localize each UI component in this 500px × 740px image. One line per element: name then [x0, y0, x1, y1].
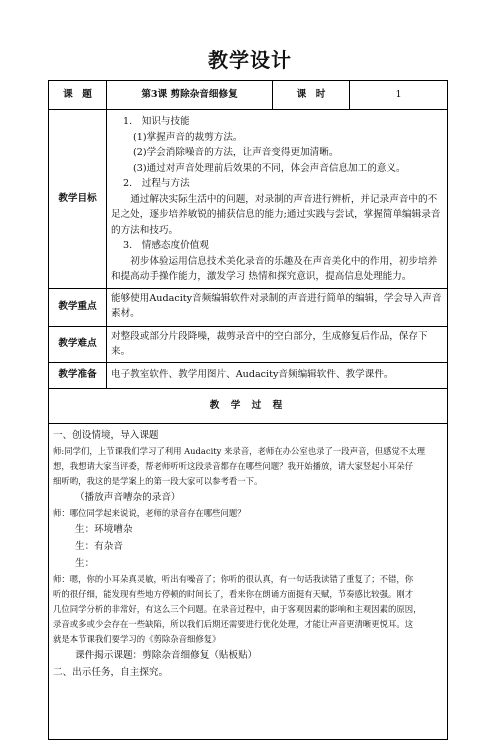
lesson-plan-table [48, 80, 448, 740]
objectives-label: 教学目标 [49, 110, 107, 289]
process-line: 细听哟，我这的是学案上的第一段大家可以参考看一下。 [53, 475, 263, 486]
document-title: 教学设计 [208, 48, 292, 72]
process-line: 生：有杂音 [75, 540, 123, 552]
process-line: 几位同学分析的非常好，有这么三个问题。在录音过程中，由于客观因素的影响和主观因素的原因， [53, 603, 422, 614]
process-line: 录音或多或少会存在一些缺陷，所以我们后期还需要进行优化处理，才能让声音更清晰更悦耳。这 [53, 618, 414, 629]
preparation-label: 教学准备 [49, 362, 107, 388]
process-line: 师：哪位同学起来说说，老师的录音存在哪些问题？ [53, 507, 246, 518]
objective-line: (1)掌握声音的裁剪方法。 [133, 131, 243, 143]
objective-line: 2. 过程与方法 [123, 178, 190, 189]
process-heading: 教 学 过 程 [49, 388, 448, 423]
hours-value: 1 [350, 81, 448, 110]
process-line: 生：环境嘈杂 [75, 523, 133, 535]
process-line: 就是本节课我们要学习的《剪除杂音细修复》 [53, 633, 221, 644]
key-points-text: 能够使用Audacity音频编辑软件对录制的声音进行简单的编辑，学会导入声音素材。 [107, 288, 448, 326]
preparation-row [49, 362, 448, 388]
objective-line: 3. 情感态度价值观 [123, 240, 209, 251]
objective-paragraph: 初步体验运用信息技术美化录音的乐趣及在声音美化中的作用，初步培养和提高动手操作能力，激发学习 热情和探究意识，提高信息处理能力。 [111, 255, 438, 282]
objective-line: (3)通过对声音处理前后效果的不同，体会声音信息加工的意义。 [133, 162, 406, 174]
preparation-text: 电子教室软件、教学用图片、Audacity音频编辑软件、教学课件。 [107, 362, 448, 388]
course-row [49, 81, 448, 110]
key-points-row [49, 288, 448, 326]
objective-line: (2)学会消除噪音的方法，让声音变得更加清晰。 [133, 147, 339, 158]
objective-line: 1. 知识与技能 [123, 116, 190, 127]
process-line: 想，我想请大家当评委，帮老师听听这段录音都存在哪些问题？我开始播放，请大家竖起小耳朵仔 [53, 460, 414, 471]
process-line: 生： [75, 557, 95, 569]
hours-label: 课 时 [273, 81, 350, 110]
objectives-row [49, 110, 448, 289]
process-row [49, 423, 448, 739]
process-line: 师：嗯，你的小耳朵真灵敏，听出有噪音了；你听的很认真，有一句话我读错了重复了；不错，你 [53, 573, 414, 584]
key-points-label: 教学重点 [49, 288, 107, 326]
process-line: 二、出示任务，自主探究。 [53, 666, 169, 678]
difficulties-text: 对整段或部分片段降噪，裁剪录音中的空白部分，生成修复后作品，保存下来。 [107, 326, 448, 362]
process-line: 听的很仔细，能发现有些地方停顿的时间长了，看来你在朗诵方面挺有天赋，节奏感比较强。刚才 [53, 588, 414, 599]
process-content [49, 423, 448, 739]
process-line: 师:同学们，上节课我们学习了利用 Audacity 来录音，老师在办公室也录了一段声音，但感觉不太理 [53, 445, 426, 456]
objective-paragraph: 通过解决实际生活中的问题，对录制的声音进行辨析，并记录声音中的不足之处，逐步培养敏锐的捕获信息的能力;通过实践与尝试，掌握简单编辑录音的方法和技巧。 [111, 193, 441, 236]
course-label: 课 题 [49, 81, 107, 110]
course-value: 第3课 剪除杂音细修复 [107, 81, 273, 110]
process-line: 一、创设情境，导入课题 [53, 429, 159, 441]
objectives-content [107, 110, 448, 289]
process-line: （播放声音嘈杂的录音） [75, 491, 181, 503]
difficulties-label: 教学难点 [49, 326, 107, 362]
process-line: 课件揭示课题：剪除杂音细修复（贴板贴） [75, 649, 258, 661]
process-heading-row [49, 388, 448, 423]
difficulties-row [49, 326, 448, 362]
